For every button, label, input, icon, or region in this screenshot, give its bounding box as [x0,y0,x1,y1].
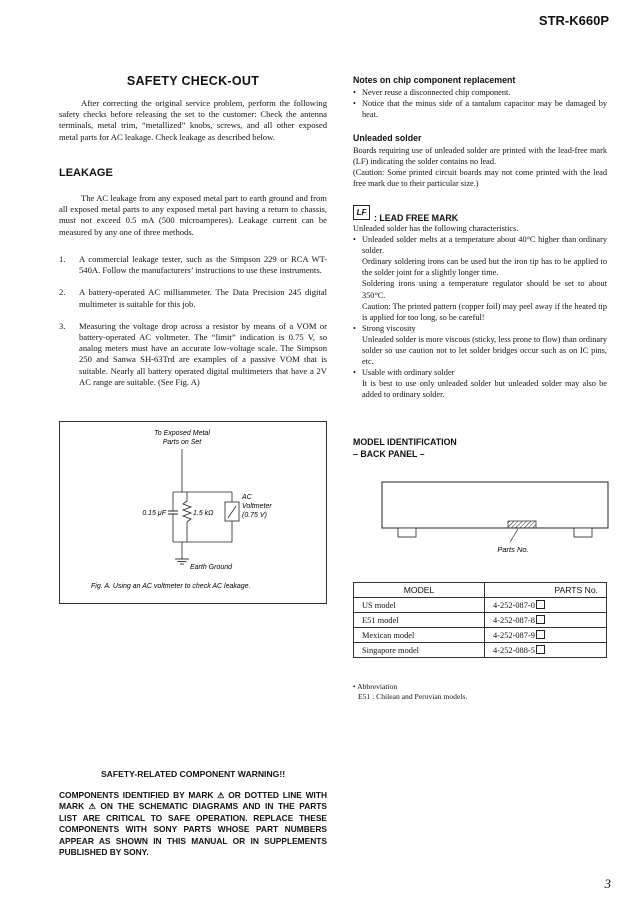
label-meter-2: Voltmeter [242,503,272,510]
warning-triangle-icon: ⚠ [217,791,225,800]
back-panel-diagram [370,478,620,568]
checkbox-icon [536,615,545,624]
lead-free-body: Unleaded solder has the following characteristics. • Unleaded solder melts at a temperature about 40°C higher than ordinary solder. Ordinary soldering irons can be used but the iron tip has to be applied to the solder joint for a slightly longer time. Soldering irons using a temperature regulator should be set to about 350°C. Caution: The printed pattern (copper foil) may peel away if the heated tip is applied for too long, so be careful! • Strong viscosity Unleaded solder is more viscous (sticky, less prone to flow) than ordinary solder so use caution not to let solder bridges occur such as on IC pins, etc. • Usable with ordinary solder It is best to use only unleaded solder but unleaded solder may also be added to ordinary solder. [353,224,607,400]
list-item: • Strong viscosity Unleaded solder is more viscous (sticky, less prone to flow) than ordinary solder so use caution not to let solder bridges occur such as on IC pins, etc. [353,323,607,367]
resistor-symbol [183,501,191,522]
lead-free-logo-icon: LF [353,205,370,220]
chip-notes-title: Notes on chip component replacement [353,75,516,85]
back-panel-outline [382,482,608,528]
figure-caption: Fig. A. Using an AC voltmeter to check AC leakage. [91,583,251,590]
lead-free-title: : LEAD FREE MARK [374,213,459,223]
table-row: Singapore model 4-252-088-5 [354,643,607,658]
unleaded-body: Boards requiring use of unleaded solder are printed with the lead-free mark (LF) indicating the solder contains no lead. (Caution: Some printed circuit boards may not come printed with the lead free mark due to their particular size.) [353,146,607,189]
label-exposed-metal: To Exposed Metal [154,430,210,437]
list-item: • Notice that the minus side of a tantalum capacitor may be damaged by heat. [353,99,607,120]
safety-title: SAFETY CHECK-OUT [126,74,260,88]
list-item: • Never reuse a disconnected chip component. [353,88,511,97]
list-item: • Unleaded solder melts at a temperature about 40°C higher than ordinary solder. Ordinary soldering irons can be used but the iron tip has to be applied to the solder joint for a slightly longer time. Soldering irons using a temperature regulator should be set to about 350°C. Caution: The printed pattern (copper foil) may peel away if the heated tip is applied for too long, so be careful! [353,235,607,322]
table-row: E51 model 4-252-087-8 [354,613,607,628]
table-header-row [354,583,607,598]
page-number: 3 [604,876,611,891]
table-row: Mexican model 4-252-087-9 [354,628,607,643]
checkbox-icon [536,645,545,654]
abbreviation-note: • Abbreviation E51 : Chilean and Peruvian models. [353,682,468,701]
step-item: 3. Measuring the voltage drop across a resistor by means of a VOM or battery-operated AC voltmeter. The “limit” indication is 0.75 V, so analog meters must have an accurate low-voltage scale. The Simpson 250 and Sanwa SH-63Trd are examples of a passive VOM that is suitable. Nearly all battery operated digital multimeters that have a 2V AC range are suitable. (See Fig. A) [59,320,327,387]
warning-body: COMPONENTS IDENTIFIED BY MARK ⚠ OR DOTTED LINE WITH MARK ⚠ ON THE SCHEMATIC DIAGRAMS AND IN THE PARTS LIST ARE CRITICAL TO SAFE OPERATION. REPLACE THESE COMPONENTS WITH SONY PARTS WHOSE PART NUMBERS APPEAR AS SHOWN IN THIS MANUAL OR IN SUPPLEMENTS PUBLISHED BY SONY. [59,790,328,858]
leakage-intro: The AC leakage from any exposed metal part to earth ground and from all exposed metal parts to any exposed metal part having a return to chassis, must not exceed 0.5 mA (500 microamperes). Leakage current can be measured by any one of three methods. [59,193,327,237]
label-resistor: 1.5 kΩ [193,510,214,517]
step-item: 1. A commercial leakage tester, such as the Simpson 229 or RCA WT-540A. Follow the manufacturers’ instructions to use these instruments. [59,254,327,276]
leakage-circuit-diagram [60,422,326,603]
label-meter-1: AC [242,494,252,501]
checkbox-icon [536,630,545,639]
model-id-title: MODEL IDENTIFICATION – BACK PANEL – [353,437,457,459]
label-capacitor: 0.15 μF [142,510,166,517]
parts-label-area [508,521,536,528]
list-item: • Usable with ordinary solder It is best to use only unleaded solder but unleaded solder may also be added to ordinary solder. [353,368,607,400]
unleaded-title: Unleaded solder [353,133,422,143]
column-header-model: MODEL [354,583,485,598]
label-earth-ground: Earth Ground [190,564,233,571]
step-item: 2. A battery-operated AC milliammeter. The Data Precision 245 digital multimeter is suitable for this job. [59,287,327,309]
table-row: US model 4-252-087-0 [354,598,607,613]
model-parts-table [353,582,607,658]
label-parts-on-set: Parts on Set [162,439,202,446]
checkbox-icon [536,600,545,609]
leakage-title: LEAKAGE [59,167,113,179]
safety-intro: After correcting the original service problem, perform the following safety checks before releasing the set to the customer: Check the antenna terminals, metal trim, “metallized” knobs, screws, and all other exposed metal parts for AC leakage. Check leakage as described below. [59,98,327,142]
parts-no-label: Parts No. [497,545,529,554]
column-header-parts: PARTS No. [485,583,607,598]
leakage-steps [59,254,327,399]
warning-title: SAFETY-RELATED COMPONENT WARNING!! [100,769,286,779]
chip-notes-list [353,87,607,120]
model-number: STR-K660P [538,13,609,28]
warning-triangle-icon: ⚠ [88,802,96,812]
figure-a-box [59,421,327,604]
label-meter-3: (0.75 V) [242,512,267,519]
